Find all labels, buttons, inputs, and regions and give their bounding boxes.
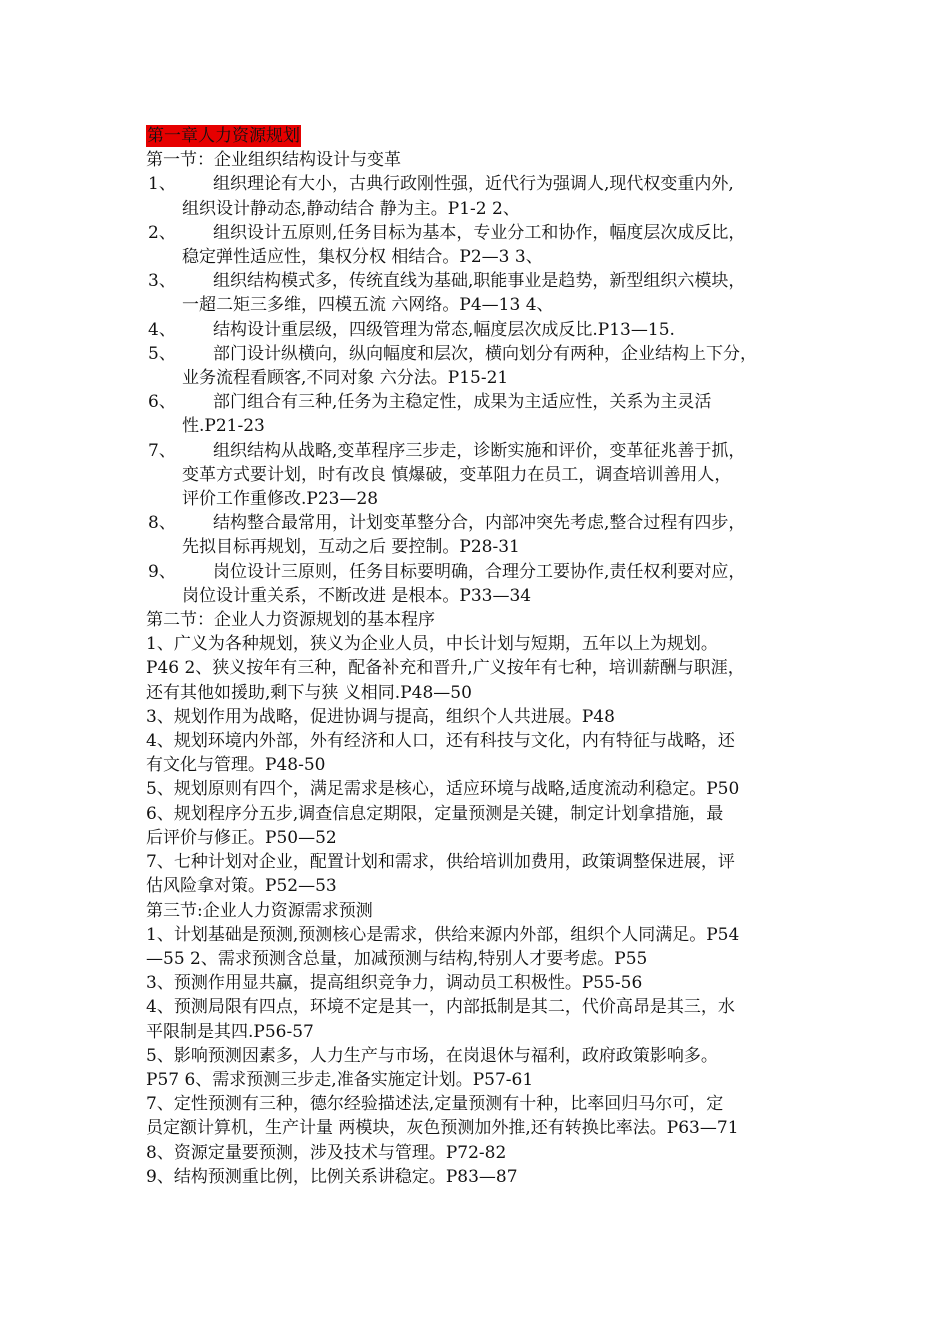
text-line: 3、规划作用为战略，促进协调与提高，组织个人共进展。P48	[146, 706, 615, 727]
list-item-number: 7、	[148, 440, 176, 461]
list-item-text-line: 组织设计静动态,静动结合 静为主。P1-2 2、	[182, 198, 520, 219]
text-line: —55 2、需求预测含总量，加减预测与结构,特别人才要考虑。P55	[146, 948, 648, 969]
text-line: 1、广义为各种规划，狭义为企业人员，中长计划与短期，五年以上为规划。	[146, 634, 718, 655]
list-item-number: 6、	[148, 392, 176, 413]
list-item	[146, 560, 826, 608]
text-line: 员定额计算机，生产计量 两模块，灰色预测加外推,还有转换比率法。P63—71	[146, 1118, 739, 1139]
list-item-text-line: 业务流程看顾客,不同对象 六分法。P15-21	[182, 368, 509, 389]
list-item-text-line: 先拟目标再规划，互动之后 要控制。P28-31	[182, 537, 520, 558]
list-item-text-line: 部门组合有三种,任务为主稳定性，成果为主适应性，关系为主灵活	[213, 392, 712, 413]
text-line: 3、预测作用显共赢，提高组织竞争力，调动员工积极性。P55-56	[146, 973, 643, 994]
text-line: 后评价与修正。P50—52	[146, 827, 337, 848]
text-line: 有文化与管理。P48-50	[146, 755, 326, 776]
section-heading: 第一节：企业组织结构设计与变革	[146, 150, 401, 171]
list-item	[146, 511, 826, 559]
list-item-text-line: 岗位设计重关系，不断改进 是根本。P33—34	[182, 585, 532, 606]
section1-list	[146, 172, 826, 608]
list-item-text-line: 评价工作重修改.P23—28	[182, 489, 379, 510]
text-line: P57 6、需求预测三步走,准备实施定计划。P57-61	[146, 1069, 534, 1090]
list-item-text-line: 组织设计五原则,任务目标为基本，专业分工和协作，幅度层次成反比，	[213, 222, 746, 243]
list-item-number: 1、	[148, 174, 176, 195]
text-line: 平限制是其四.P56-57	[146, 1021, 314, 1042]
list-item-text-line: 性.P21-23	[182, 416, 265, 437]
text-line: 4、预测局限有四点，环境不定是其一，内部抵制是其二，代价高昂是其三，水	[146, 997, 735, 1018]
list-item	[146, 172, 826, 220]
list-item-number: 2、	[148, 222, 176, 243]
section-heading: 第三节:企业人力资源需求预测	[146, 900, 373, 921]
text-line: 8、资源定量要预测，涉及技术与管理。P72-82	[146, 1142, 507, 1163]
list-item	[146, 221, 826, 269]
section3-text	[146, 923, 826, 1189]
chapter-title: 第一章人力资源规划	[147, 126, 300, 146]
text-line: 9、结构预测重比例，比例关系讲稳定。P83—87	[146, 1166, 518, 1187]
list-item-text-line: 一超二矩三多维，四模五流 六网络。P4—13 4、	[182, 295, 554, 316]
text-line: 7、七种计划对企业，配置计划和需求，供给培训加费用，政策调整保进展，评	[146, 852, 735, 873]
text-line: P46 2、狭义按年有三种，配备补充和晋升,广义按年有七种，培训薪酬与职涯，	[146, 658, 745, 679]
list-item-text-line: 变革方式要计划，时有改良 慎爆破，变革阻力在员工，调查培训善用人，	[182, 464, 732, 485]
list-item	[146, 269, 826, 317]
text-line: 4、规划环境内外部，外有经济和人口，还有科技与文化，内有特征与战略，还	[146, 731, 735, 752]
text-line: 估风险拿对策。P52—53	[146, 876, 337, 897]
list-item-text-line: 岗位设计三原则，任务目标要明确，合理分工要协作,责任权利要对应，	[213, 561, 746, 582]
list-item-number: 8、	[148, 513, 176, 534]
text-line: 6、规划程序分五步,调查信息定期限，定量预测是关键，制定计划拿措施，最	[146, 803, 724, 824]
list-item-text-line: 结构整合最常用，计划变革整分合，内部冲突先考虑,整合过程有四步，	[213, 513, 746, 534]
list-item	[146, 439, 826, 512]
section2-text	[146, 632, 826, 898]
section-heading: 第二节：企业人力资源规划的基本程序	[146, 610, 435, 631]
text-line: 5、影响预测因素多，人力生产与市场，在岗退休与福利，政府政策影响多。	[146, 1045, 718, 1066]
list-item-number: 9、	[148, 561, 176, 582]
text-line: 7、定性预测有三种，德尔经验描述法,定量预测有十种，比率回归马尔可，定	[146, 1094, 724, 1115]
list-item-text-line: 稳定弹性适应性，集权分权 相结合。P2—3 3、	[182, 247, 543, 268]
list-item-text-line: 组织结构模式多，传统直线为基础,职能事业是趋势，新型组织六模块，	[213, 271, 746, 292]
list-item-text-line: 结构设计重层级，四级管理为常态,幅度层次成反比.P13—15.	[213, 319, 675, 340]
list-item-text-line: 组织结构从战略,变革程序三步走，诊断实施和评价，变革征兆善于抓，	[213, 440, 746, 461]
list-item	[146, 342, 826, 390]
text-line: 5、规划原则有四个，满足需求是核心，适应环境与战略,适度流动利稳定。P50	[146, 779, 740, 800]
document-body	[146, 124, 826, 1189]
list-item	[146, 318, 826, 342]
chapter-heading-line	[146, 124, 826, 148]
text-line: 1、计划基础是预测,预测核心是需求，供给来源内外部，组织个人同满足。P54	[146, 924, 740, 945]
list-item-number: 3、	[148, 271, 176, 292]
list-item-number: 5、	[148, 343, 176, 364]
list-item-number: 4、	[148, 319, 176, 340]
text-line: 还有其他如援助,剩下与狭 义相同.P48—50	[146, 682, 472, 703]
list-item	[146, 390, 826, 438]
list-item-text-line: 组织理论有大小，古典行政刚性强，近代行为强调人,现代权变重内外,	[213, 174, 734, 195]
list-item-text-line: 部门设计纵横向，纵向幅度和层次，横向划分有两种，企业结构上下分，	[213, 343, 757, 364]
